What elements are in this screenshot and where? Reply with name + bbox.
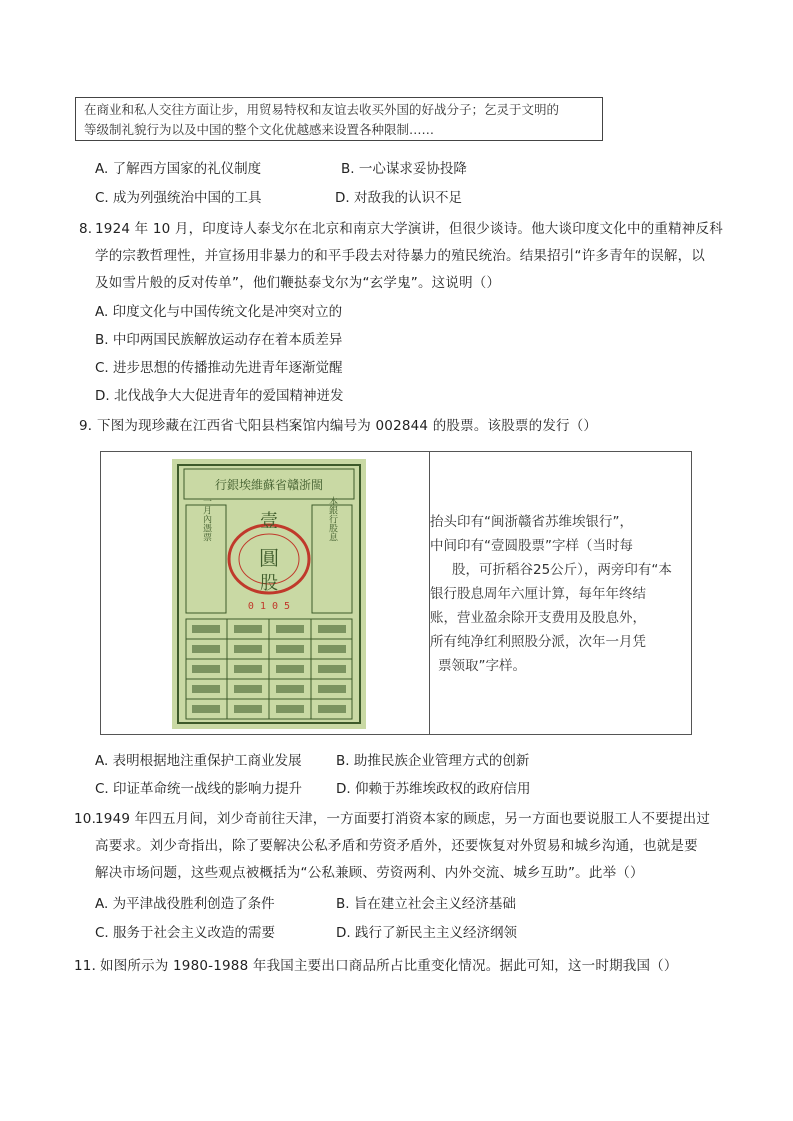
fig-line-5: 账，营业盈余除开支费用及股息外， [430, 610, 646, 626]
q10-option-d: D. 践行了新民主主义经济纲领 [336, 925, 517, 941]
q10-line-2: 高要求。刘少奇指出，除了要解决公私矛盾和劳资矛盾外，还要恢复对外贸易和城乡沟通，也就是要 [95, 838, 698, 854]
stock-center-bot: 股 [260, 573, 278, 594]
quote-box [75, 97, 603, 141]
fig-line-4: 银行股息周年六厘计算，每年年终结 [430, 586, 646, 602]
q10-option-a: A. 为平津战役胜利创造了条件 [95, 896, 275, 912]
q9-option-b: B. 助推民族企业管理方式的创新 [336, 753, 530, 769]
q8-option-a: A. 印度文化与中国传统文化是冲突对立的 [95, 304, 343, 320]
q9-option-c: C. 印证革命统一战线的影响力提升 [95, 781, 303, 797]
q7-option-d: D. 对敌我的认识不足 [335, 190, 462, 206]
fig-line-3: 股，可折稻谷25公斤），两旁印有“本 [452, 562, 672, 578]
stock-center-mid: 圓 [259, 546, 279, 570]
q10-option-b: B. 旨在建立社会主义经济基础 [336, 896, 516, 912]
q8-line-2: 学的宗教哲理性，并宣扬用非暴力的和平手段去对待暴力的殖民统治。结果招引“许多青年的误解，以 [95, 248, 705, 264]
q8-line-3: 及如雪片般的反对传单”，他们鞭挞泰戈尔为“玄学鬼”。这说明（） [95, 275, 501, 291]
stock-center-top: 壹 [260, 511, 278, 532]
stock-certificate-image [172, 459, 366, 729]
q10-number: 10. [74, 811, 97, 827]
q7-option-b: B. 一心谋求妥协投降 [341, 161, 467, 177]
q10-line-3: 解决市场问题，这些观点被概括为“公私兼顾、劳资两利、内外交流、城乡互助”。此举（） [95, 865, 644, 881]
stock-header: 行銀埃維蘇省贛浙閩 [214, 478, 324, 492]
q9-stem: 下图为现珍藏在江西省弋阳县档案馆内编号为 002844 的股票。该股票的发行（） [97, 418, 598, 434]
stock-left-column: 一月內憑票 [201, 496, 211, 542]
q11-number: 11． [74, 958, 106, 974]
q8-option-b: B. 中印两国民族解放运动存在着本质差异 [95, 332, 343, 348]
q9-option-a: A. 表明根据地注重保护工商业发展 [95, 753, 302, 769]
q8-option-c: C. 进步思想的传播推动先进青年逐渐觉醒 [95, 360, 343, 376]
stock-serial: 0 1 0 5 [247, 601, 291, 612]
q9-option-d: D. 仰赖于苏维埃政权的政府信用 [336, 781, 531, 797]
quote-line-1: 在商业和私人交往方面让步，用贸易特权和友谊去收买外国的好战分子；乞灵于文明的 [84, 102, 560, 117]
q8-line-1: 1924 年 10 月，印度诗人泰戈尔在北京和南京大学演讲，但很少谈诗。他大谈印度文化中的重精神反科 [95, 221, 723, 237]
fig-line-1: 抬头印有“闽浙赣省苏维埃银行”， [430, 514, 633, 530]
fig-line-2: 中间印有“壹圆股票”字样（当时每 [430, 538, 633, 554]
q7-option-a: A. 了解西方国家的礼仪制度 [95, 161, 262, 177]
q9-figure-text [430, 510, 692, 678]
fig-line-6: 所有纯净红利照股分派，次年一月凭 [430, 634, 646, 650]
q8-option-d: D. 北伐战争大大促进青年的爱国精神迸发 [95, 388, 344, 404]
q8-number: 8. [79, 221, 93, 237]
quote-line-2: 等级制礼貌行为以及中国的整个文化优越感来设置各种限制…… [84, 122, 435, 137]
q10-line-1: 1949 年四五月间，刘少奇前往天津，一方面要打消资本家的顾虑，另一方面也要说服工人不要提出过 [95, 811, 711, 827]
q10-option-c: C. 服务于社会主义改造的需要 [95, 925, 276, 941]
stock-right-column: 本銀行股息 [327, 496, 337, 542]
q7-option-c: C. 成为列强统治中国的工具 [95, 190, 262, 206]
fig-line-7: 票领取”字样。 [438, 658, 526, 674]
q9-number: 9． [79, 418, 102, 434]
q11-stem: 如图所示为 1980-1988 年我国主要出口商品所占比重变化情况。据此可知，这一时期我国（） [100, 958, 678, 974]
